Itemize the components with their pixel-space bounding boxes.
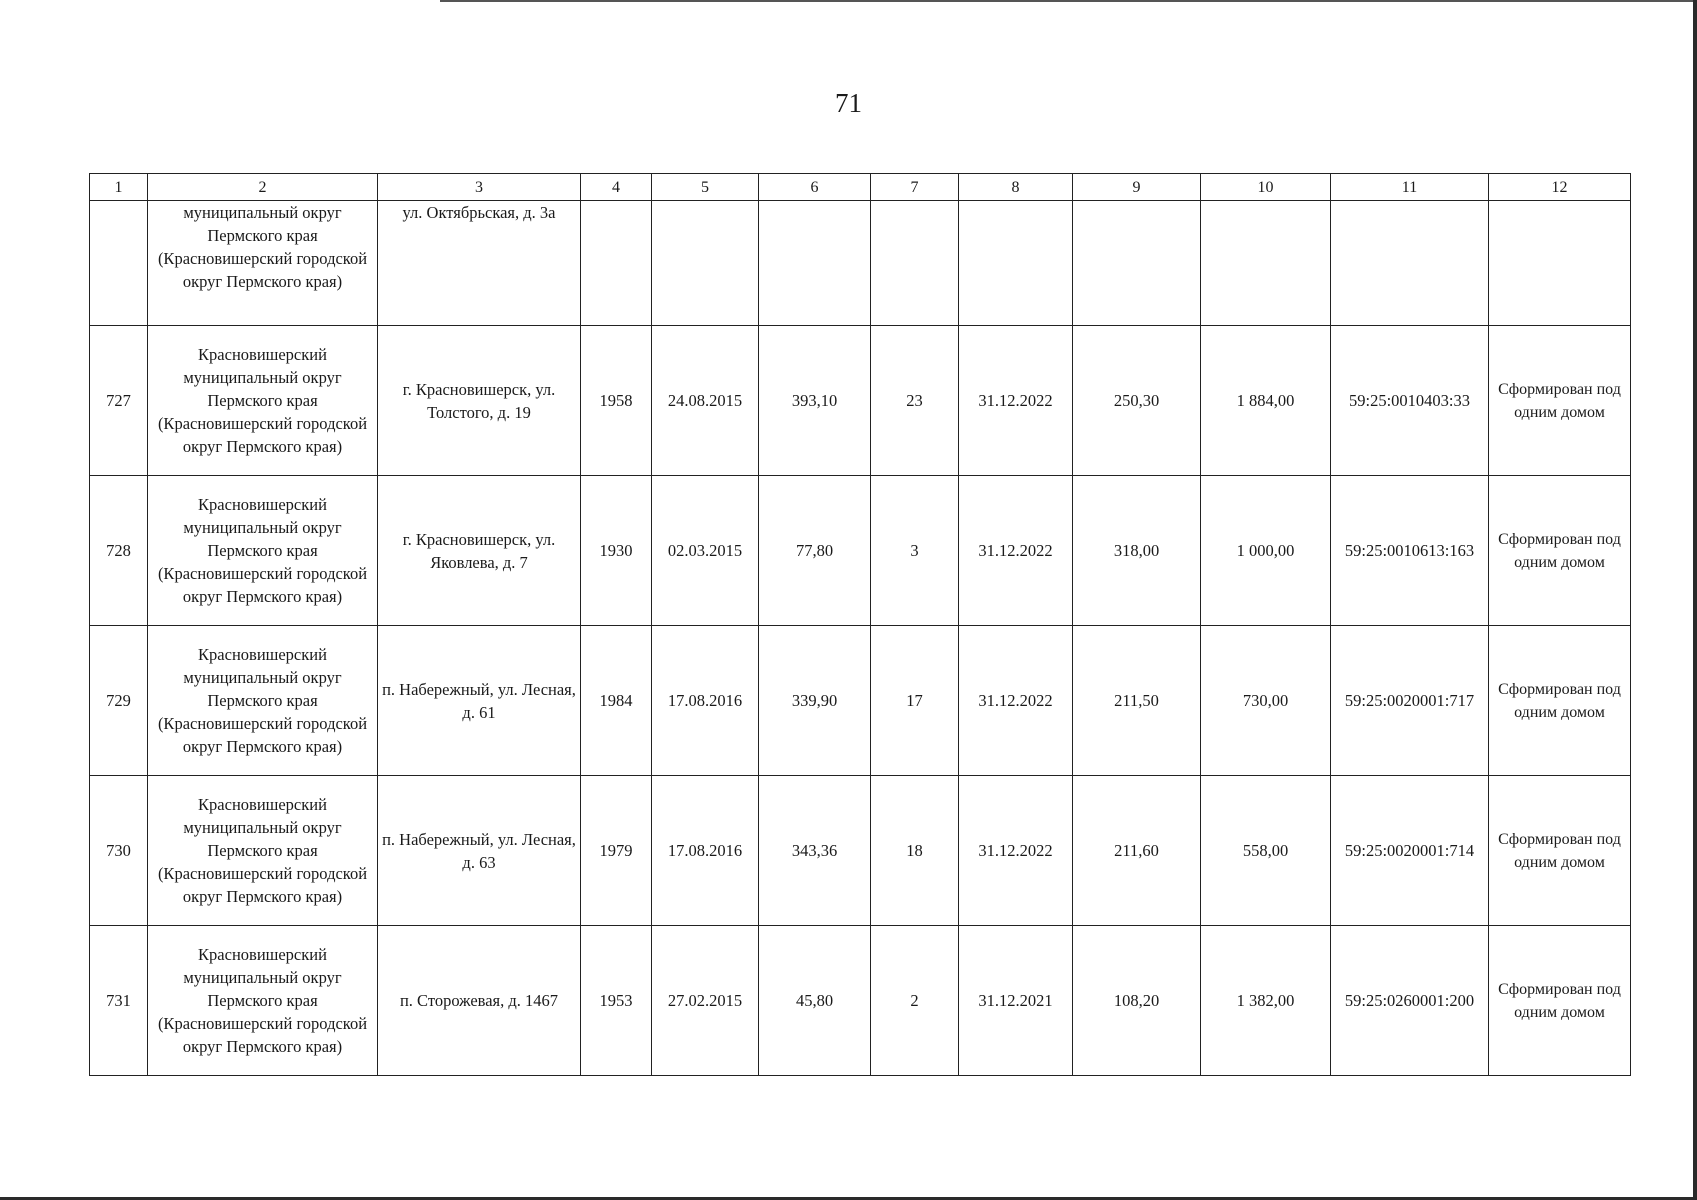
value-cell: 250,30 bbox=[1073, 326, 1201, 476]
area-cell: 343,36 bbox=[759, 776, 871, 926]
land-area-cell: 730,00 bbox=[1201, 626, 1331, 776]
row-number-cell: 727 bbox=[90, 326, 148, 476]
area-cell: 393,10 bbox=[759, 326, 871, 476]
date-cell: 24.08.2015 bbox=[652, 326, 759, 476]
cell-empty bbox=[1331, 201, 1489, 326]
header-cell: 12 bbox=[1489, 174, 1631, 201]
address-cell: г. Красновишерск, ул. Толстого, д. 19 bbox=[378, 326, 581, 476]
municipality-cell: Красновишерский муниципальный округ Пермского края (Красновишерский городской округ Пермского края) bbox=[148, 326, 378, 476]
row-number-cell: 731 bbox=[90, 926, 148, 1076]
date-cell: 27.02.2015 bbox=[652, 926, 759, 1076]
table-row bbox=[90, 476, 1631, 626]
header-cell: 1 bbox=[90, 174, 148, 201]
cell-empty bbox=[581, 201, 652, 326]
address-cell: ул. Октябрьская, д. 3а bbox=[378, 201, 581, 326]
page-number: 71 bbox=[835, 88, 862, 118]
municipality-cell: Красновишерский муниципальный округ Пермского края (Красновишерский городской округ Пермского края) bbox=[148, 926, 378, 1076]
status-cell: Сформирован под одним домом bbox=[1489, 626, 1631, 776]
area-cell: 45,80 bbox=[759, 926, 871, 1076]
table-row bbox=[90, 926, 1631, 1076]
deadline-cell: 31.12.2022 bbox=[959, 326, 1073, 476]
address-cell: п. Набережный, ул. Лесная, д. 61 bbox=[378, 626, 581, 776]
cell-empty bbox=[1201, 201, 1331, 326]
header-cell: 11 bbox=[1331, 174, 1489, 201]
municipality-cell: Красновишерский муниципальный округ Пермского края (Красновишерский городской округ Пермского края) bbox=[148, 776, 378, 926]
land-area-cell: 558,00 bbox=[1201, 776, 1331, 926]
deadline-cell: 31.12.2022 bbox=[959, 476, 1073, 626]
land-area-cell: 1 000,00 bbox=[1201, 476, 1331, 626]
residents-cell: 17 bbox=[871, 626, 959, 776]
header-cell: 3 bbox=[378, 174, 581, 201]
address-cell: п. Набережный, ул. Лесная, д. 63 bbox=[378, 776, 581, 926]
municipality-cell: Красновишерский муниципальный округ Пермского края (Красновишерский городской округ Пермского края) bbox=[148, 626, 378, 776]
cadastral-number-cell: 59:25:0020001:717 bbox=[1331, 626, 1489, 776]
status-cell: Сформирован под одним домом bbox=[1489, 776, 1631, 926]
cell-empty bbox=[1489, 201, 1631, 326]
municipality-cell: муниципальный округ Пермского края (Красновишерский городской округ Пермского края) bbox=[148, 201, 378, 326]
cadastral-number-cell: 59:25:0010403:33 bbox=[1331, 326, 1489, 476]
cell-empty bbox=[1073, 201, 1201, 326]
value-cell: 211,50 bbox=[1073, 626, 1201, 776]
year-cell: 1958 bbox=[581, 326, 652, 476]
cadastral-number-cell: 59:25:0260001:200 bbox=[1331, 926, 1489, 1076]
housing-registry-table bbox=[89, 173, 1631, 1076]
cell-empty bbox=[759, 201, 871, 326]
date-cell: 17.08.2016 bbox=[652, 626, 759, 776]
header-cell: 2 bbox=[148, 174, 378, 201]
header-cell: 5 bbox=[652, 174, 759, 201]
header-cell: 4 bbox=[581, 174, 652, 201]
value-cell: 211,60 bbox=[1073, 776, 1201, 926]
header-cell: 9 bbox=[1073, 174, 1201, 201]
year-cell: 1953 bbox=[581, 926, 652, 1076]
cell-empty bbox=[90, 201, 148, 326]
date-cell: 02.03.2015 bbox=[652, 476, 759, 626]
year-cell: 1984 bbox=[581, 626, 652, 776]
row-number-cell: 728 bbox=[90, 476, 148, 626]
status-cell: Сформирован под одним домом bbox=[1489, 926, 1631, 1076]
cell-empty bbox=[652, 201, 759, 326]
date-cell: 17.08.2016 bbox=[652, 776, 759, 926]
scan-edge-top bbox=[440, 0, 1697, 2]
residents-cell: 2 bbox=[871, 926, 959, 1076]
residents-cell: 23 bbox=[871, 326, 959, 476]
table-row bbox=[90, 326, 1631, 476]
table-row bbox=[90, 626, 1631, 776]
row-number-cell: 729 bbox=[90, 626, 148, 776]
address-cell: г. Красновишерск, ул. Яковлева, д. 7 bbox=[378, 476, 581, 626]
cadastral-number-cell: 59:25:0010613:163 bbox=[1331, 476, 1489, 626]
residents-cell: 18 bbox=[871, 776, 959, 926]
header-cell: 8 bbox=[959, 174, 1073, 201]
deadline-cell: 31.12.2021 bbox=[959, 926, 1073, 1076]
year-cell: 1979 bbox=[581, 776, 652, 926]
header-cell: 6 bbox=[759, 174, 871, 201]
residents-cell: 3 bbox=[871, 476, 959, 626]
value-cell: 108,20 bbox=[1073, 926, 1201, 1076]
value-cell: 318,00 bbox=[1073, 476, 1201, 626]
row-number-cell: 730 bbox=[90, 776, 148, 926]
header-cell: 7 bbox=[871, 174, 959, 201]
address-cell: п. Сторожевая, д. 1467 bbox=[378, 926, 581, 1076]
column-number-row bbox=[90, 174, 1631, 201]
deadline-cell: 31.12.2022 bbox=[959, 626, 1073, 776]
cell-empty bbox=[871, 201, 959, 326]
municipality-cell: Красновишерский муниципальный округ Пермского края (Красновишерский городской округ Пермского края) bbox=[148, 476, 378, 626]
area-cell: 77,80 bbox=[759, 476, 871, 626]
status-cell: Сформирован под одним домом bbox=[1489, 476, 1631, 626]
area-cell: 339,90 bbox=[759, 626, 871, 776]
table-row bbox=[90, 776, 1631, 926]
cell-empty bbox=[959, 201, 1073, 326]
land-area-cell: 1 382,00 bbox=[1201, 926, 1331, 1076]
year-cell: 1930 bbox=[581, 476, 652, 626]
cadastral-number-cell: 59:25:0020001:714 bbox=[1331, 776, 1489, 926]
status-cell: Сформирован под одним домом bbox=[1489, 326, 1631, 476]
header-cell: 10 bbox=[1201, 174, 1331, 201]
deadline-cell: 31.12.2022 bbox=[959, 776, 1073, 926]
continuation-row bbox=[90, 201, 1631, 326]
scan-edge-right bbox=[1693, 0, 1697, 1200]
land-area-cell: 1 884,00 bbox=[1201, 326, 1331, 476]
